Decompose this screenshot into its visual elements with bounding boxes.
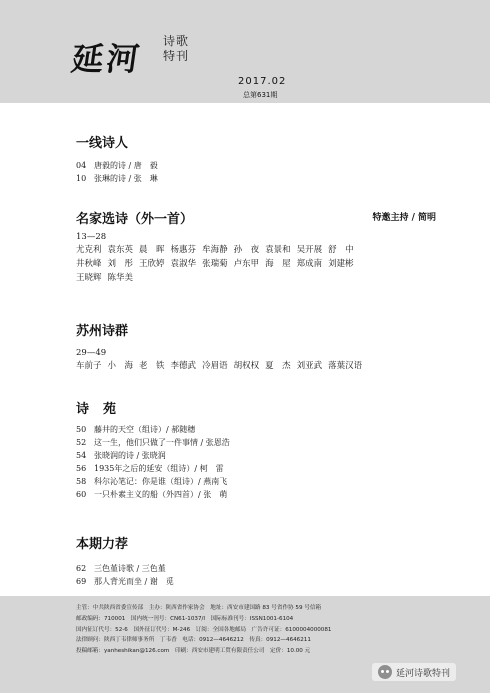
subtitle-line-2: 特刊 xyxy=(163,49,190,63)
poet-name[interactable]: 冷眉语 xyxy=(202,361,228,371)
journal-logo: 延河 xyxy=(69,40,145,78)
page-number: 58 xyxy=(76,477,87,486)
poet-name[interactable]: 海 屋 xyxy=(265,259,291,269)
poet-name[interactable]: 刘亚武 xyxy=(296,361,323,371)
entry-title: 藤井的天空（组诗）/ 郝随穗 xyxy=(94,425,196,434)
colophon-line: 主管：中共陕西省委宣传部 主办：陕西省作家协会 地址：西安市建国路 83 号省作协 59 号信箱 xyxy=(76,605,322,611)
section-title: 名家选诗（外一首） xyxy=(76,212,194,227)
poet-name[interactable]: 胡权权 xyxy=(233,361,260,371)
poet-name[interactable]: 夏 杰 xyxy=(265,361,291,371)
poet-name[interactable]: 小 海 xyxy=(107,361,134,371)
guest-host: 特邀主持 / 简明 xyxy=(372,213,436,223)
poet-name[interactable]: 王晓辉 xyxy=(76,273,102,283)
entry-title: 1935年之后的延安（组诗）/ 柯 雷 xyxy=(94,464,224,473)
toc-entry[interactable] xyxy=(76,423,436,436)
section-famous-poets xyxy=(76,208,436,285)
entry-title: 张琳的诗 / 张 琳 xyxy=(94,174,158,183)
poet-names xyxy=(76,359,436,373)
colophon-line: 法律顾问：陕西丁韦律师事务所 丁韦香 电话：0912—4646212 传真：0912—4646211 xyxy=(76,637,311,644)
colophon xyxy=(76,603,486,657)
names-row xyxy=(76,243,436,257)
poet-name[interactable]: 车前子 xyxy=(76,361,102,371)
page-range: 29—49 xyxy=(76,348,107,358)
names-row xyxy=(76,359,436,373)
page-number: 10 xyxy=(76,174,87,183)
toc-entry[interactable] xyxy=(76,475,436,488)
page-number: 52 xyxy=(76,438,87,447)
poet-name[interactable]: 陈华美 xyxy=(107,273,134,283)
page-number: 60 xyxy=(76,490,87,499)
poet-names xyxy=(76,243,436,285)
section-title: 本期力荐 xyxy=(76,537,129,552)
poet-name[interactable]: 杨惠芬 xyxy=(170,245,197,255)
poet-name[interactable]: 刘建彬 xyxy=(328,259,354,269)
entry-title: 唐毅的诗 / 唐 毅 xyxy=(94,161,158,170)
poet-name[interactable]: 卢东甲 xyxy=(233,259,260,269)
names-row xyxy=(76,257,436,271)
page-number: 04 xyxy=(76,161,87,170)
poet-name[interactable]: 王欣婷 xyxy=(139,259,165,269)
toc-entry[interactable] xyxy=(76,575,436,588)
colophon-line: 国内征订代号：52-6 国外征订代号：M-246 订阅：全国各地邮局 广告许可证：6100004000081 xyxy=(76,626,332,633)
section-recommended xyxy=(76,533,436,588)
issue-date: 2017.02 xyxy=(238,76,287,87)
page-range: 13—28 xyxy=(76,232,107,242)
page-number: 56 xyxy=(76,464,87,473)
poet-name[interactable]: 袁东英 xyxy=(107,245,134,255)
section-poetry-garden xyxy=(76,398,436,501)
toc-entry[interactable] xyxy=(76,462,436,475)
journal-subtitle xyxy=(163,34,189,64)
entry-title: 这一生，他们只做了一件事情 / 张恩浩 xyxy=(94,438,230,447)
toc-entry[interactable] xyxy=(76,172,436,185)
poet-name[interactable]: 晨 晖 xyxy=(139,245,165,255)
entry-title: 那人背光而坐 / 谢 觅 xyxy=(94,577,174,586)
poet-name[interactable]: 刘 彤 xyxy=(107,259,134,269)
page-number: 62 xyxy=(76,564,87,573)
poet-name[interactable]: 舒 中 xyxy=(328,245,354,255)
poet-name[interactable]: 老 铁 xyxy=(139,361,165,371)
poet-name[interactable]: 牟海静 xyxy=(202,245,228,255)
entry-title: 科尔沁笔记：你是谁（组诗）/ 燕南飞 xyxy=(94,477,228,486)
toc-entry[interactable] xyxy=(76,449,436,462)
toc-entry[interactable] xyxy=(76,562,436,575)
wechat-icon xyxy=(378,665,392,679)
section-suzhou-poets xyxy=(76,320,436,373)
wechat-watermark xyxy=(372,663,456,681)
wechat-account-name: 延河诗歌特刊 xyxy=(396,668,451,679)
colophon-line: 投稿邮箱：yanheshikan@126.com 印刷：西安市建明工贸有限责任公司 定价：10.00 元 xyxy=(76,648,311,655)
toc-entry[interactable] xyxy=(76,436,436,449)
poet-name[interactable]: 尤克利 xyxy=(76,245,102,255)
poet-name[interactable]: 吴开展 xyxy=(296,245,323,255)
colophon-line: 邮政编码：710001 国内统一刊号：CN61-1037/I 国际标准刊号：ISSN1001-6104 xyxy=(76,615,294,622)
poet-name[interactable]: 袁景和 xyxy=(265,245,291,255)
issue-number: 总第631期 xyxy=(243,91,278,99)
entry-title: 一只朴素主义的船（外四首）/ 张 萌 xyxy=(94,490,228,499)
poet-name[interactable]: 张瑞菊 xyxy=(202,259,228,269)
poet-name[interactable]: 井秋峰 xyxy=(76,259,102,269)
poet-name[interactable]: 郑成南 xyxy=(296,259,323,269)
poet-name[interactable]: 落葉汉语 xyxy=(328,361,363,371)
names-row xyxy=(76,271,436,285)
section-frontline-poets xyxy=(76,132,436,185)
section-title: 苏州诗群 xyxy=(76,324,129,339)
poet-name[interactable]: 孙 夜 xyxy=(233,245,260,255)
page-number: 50 xyxy=(76,425,87,434)
page-number: 54 xyxy=(76,451,87,460)
toc-entry[interactable] xyxy=(76,488,436,501)
section-title: 一线诗人 xyxy=(76,136,129,151)
entry-title: 张晓润的诗 / 张晓润 xyxy=(94,451,166,460)
entry-title: 三色堇诗歌 / 三色堇 xyxy=(94,564,166,573)
poet-name[interactable]: 李德武 xyxy=(170,361,197,371)
page-number: 69 xyxy=(76,577,87,586)
subtitle-line-1: 诗歌 xyxy=(163,34,190,48)
section-title: 诗苑 xyxy=(76,402,131,417)
poet-name[interactable]: 袁淑华 xyxy=(170,259,197,269)
toc-entry[interactable] xyxy=(76,159,436,172)
